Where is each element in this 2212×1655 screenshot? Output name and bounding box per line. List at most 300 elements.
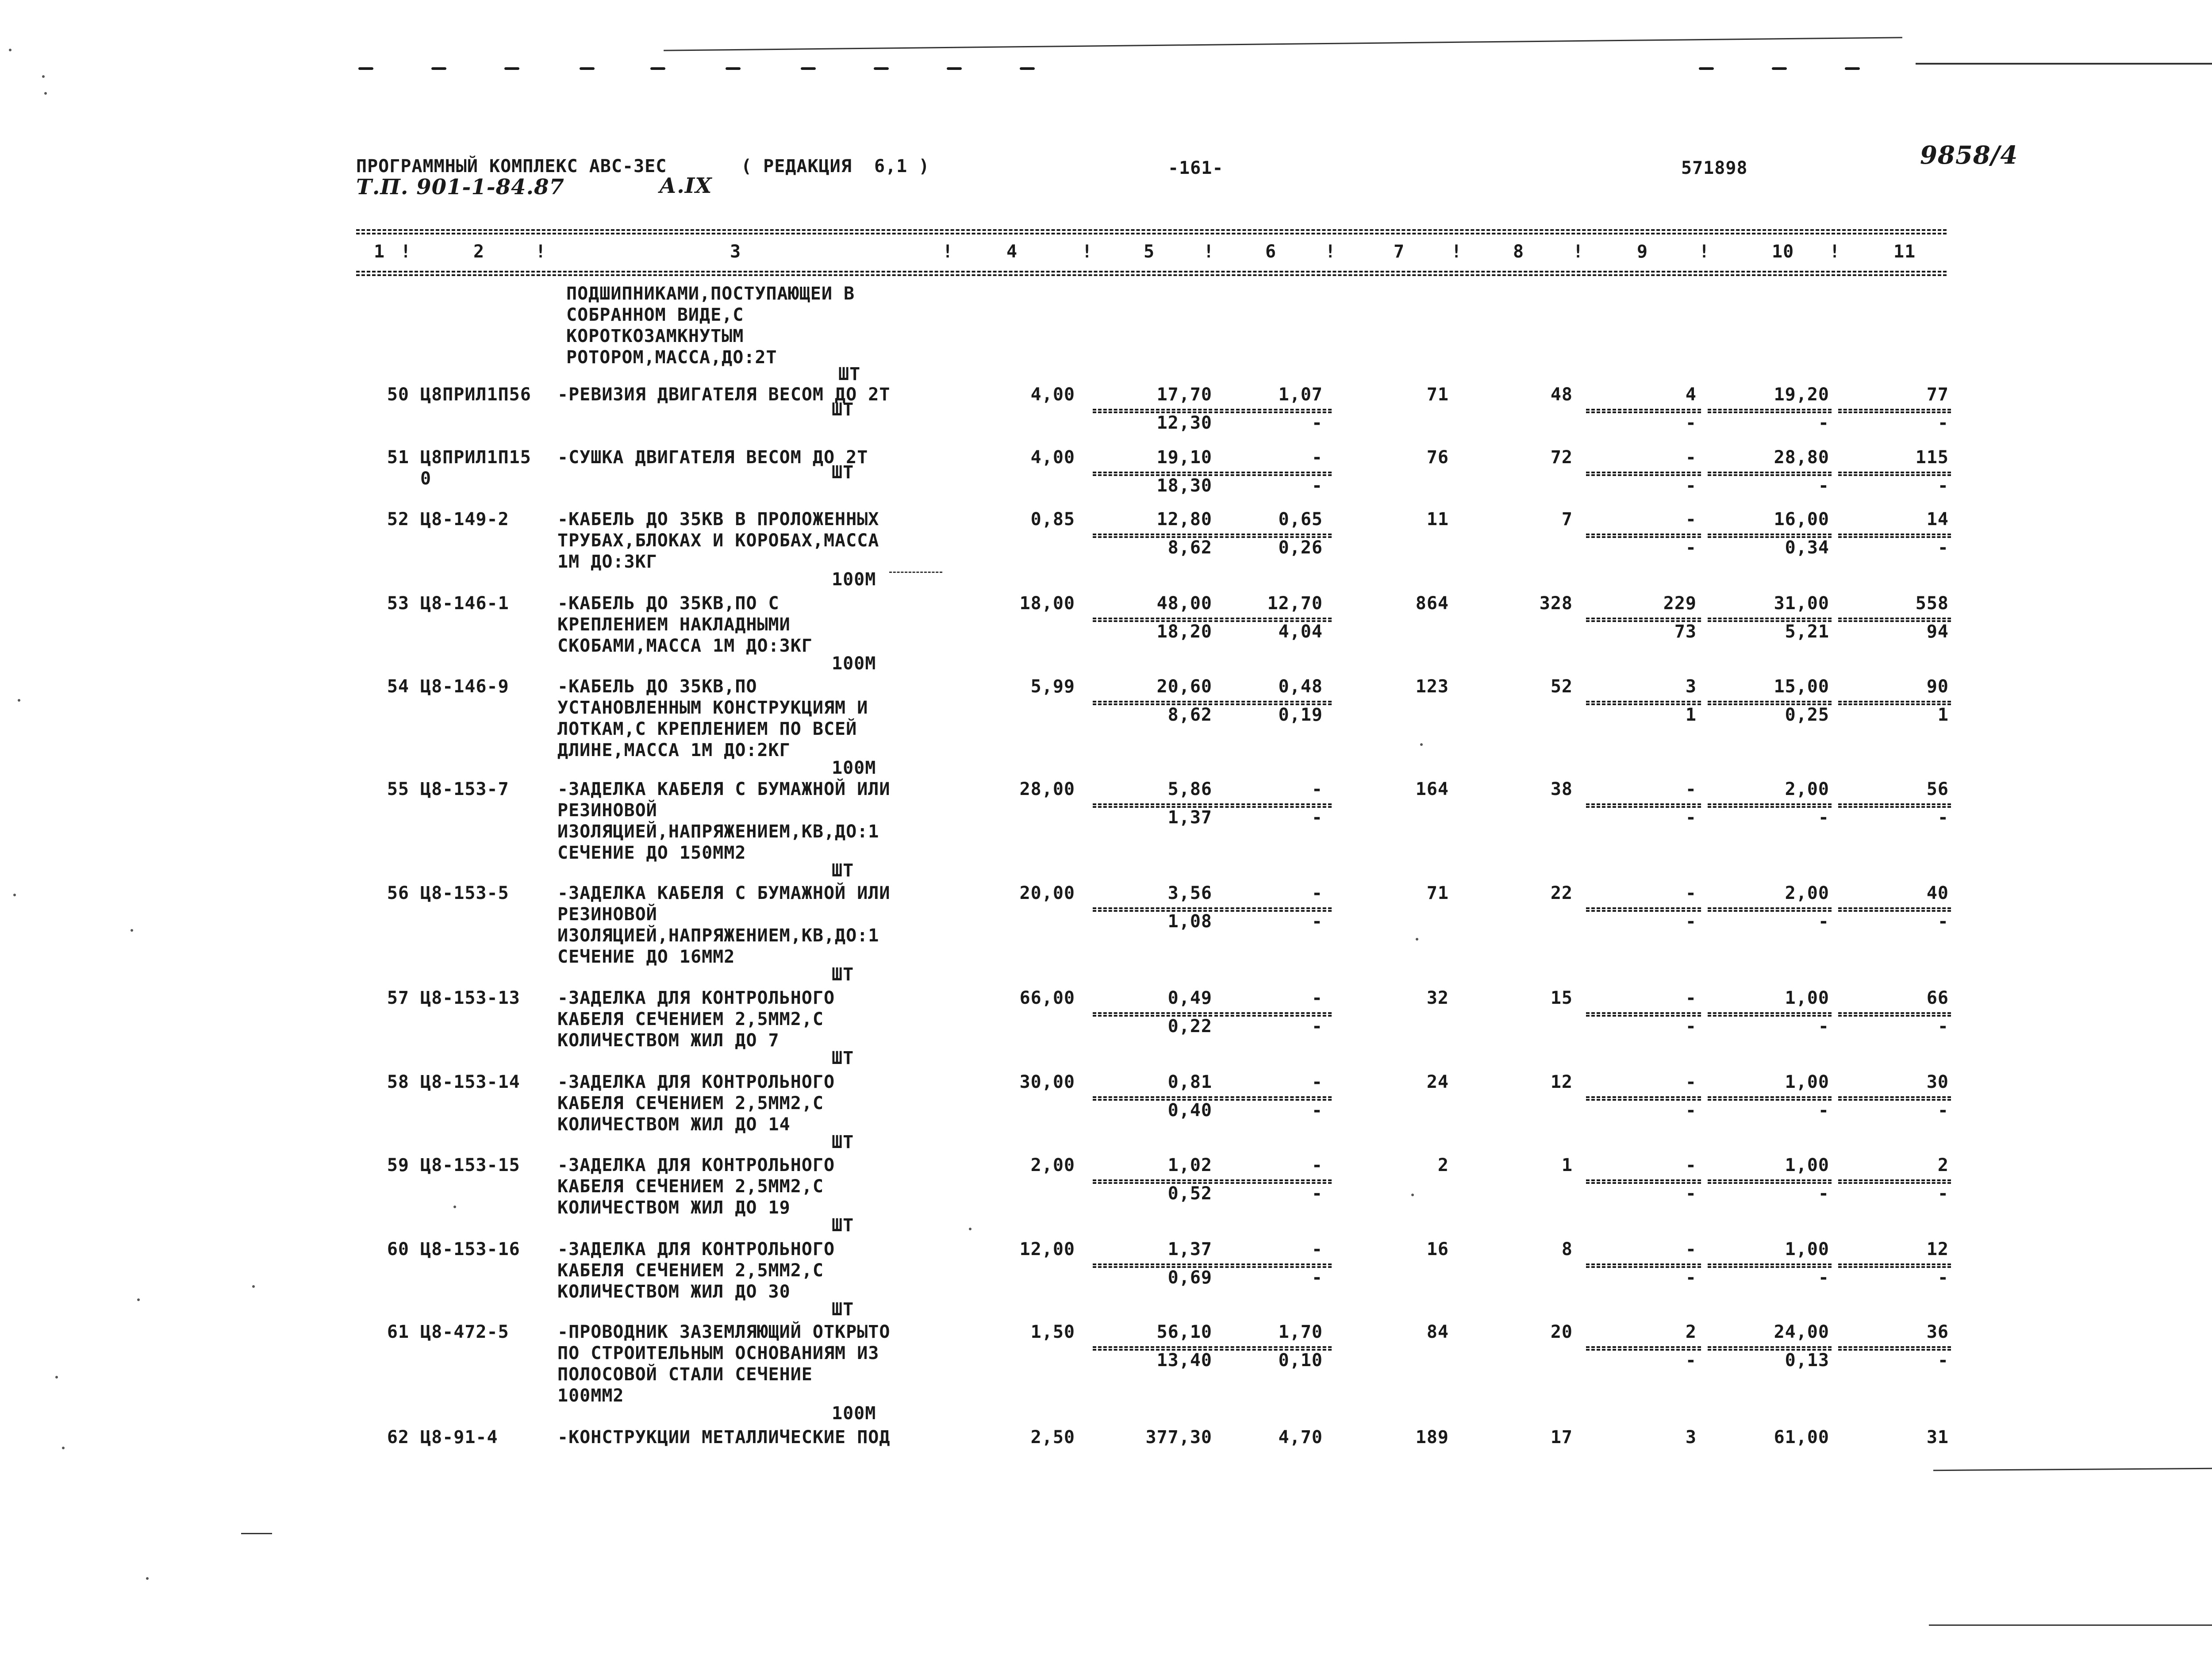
row-c10b: - bbox=[1818, 1100, 1829, 1121]
handwritten-album: А.IX bbox=[659, 173, 712, 198]
row-c6a: - bbox=[1311, 1072, 1323, 1092]
row-c10a: 31,00 bbox=[1774, 593, 1829, 614]
row-c11b: - bbox=[1937, 807, 1949, 828]
row-description-line: -КАБЕЛЬ ДО 35КВ,ПО bbox=[557, 676, 757, 697]
row-c7: 76 bbox=[1426, 447, 1449, 468]
row-code: Ц8-149-2 bbox=[420, 509, 509, 530]
row-fraction-line bbox=[1838, 806, 1951, 808]
row-c6a: 0,48 bbox=[1278, 676, 1323, 697]
row-c9b: - bbox=[1685, 476, 1697, 496]
row-fraction-line bbox=[1838, 701, 1951, 703]
row-c6b: 0,19 bbox=[1278, 705, 1323, 725]
row-fraction-line bbox=[1586, 806, 1701, 808]
row-c10b: 5,21 bbox=[1785, 622, 1829, 642]
row-c9b: - bbox=[1685, 538, 1697, 558]
row-c8: 48 bbox=[1550, 384, 1573, 405]
column-divider: ! bbox=[1573, 242, 1584, 262]
row-c8: 1 bbox=[1561, 1155, 1573, 1175]
row-c11a: 36 bbox=[1926, 1322, 1949, 1342]
row-fraction-line bbox=[1708, 910, 1832, 912]
row-c9b: - bbox=[1685, 1183, 1697, 1204]
row-c7: 11 bbox=[1426, 509, 1449, 530]
row-code: Ц8ПРИЛ1П56 bbox=[420, 384, 531, 405]
row-fraction-line bbox=[1838, 907, 1951, 909]
row-fraction-line bbox=[1838, 1096, 1951, 1098]
row-c11b: - bbox=[1937, 1350, 1949, 1371]
row-code: Ц8-153-5 bbox=[420, 883, 509, 903]
row-fraction-line bbox=[1838, 536, 1951, 538]
row-c11b: - bbox=[1937, 1267, 1949, 1288]
row-description-line: ПО СТРОИТЕЛЬНЫМ ОСНОВАНИЯМ ИЗ bbox=[557, 1343, 879, 1363]
scan-dash bbox=[726, 67, 741, 70]
row-c4: 12,00 bbox=[1019, 1239, 1075, 1259]
row-c6a: - bbox=[1311, 883, 1323, 903]
row-c6a: - bbox=[1311, 1155, 1323, 1175]
row-c10a: 2,00 bbox=[1785, 883, 1829, 903]
row-fraction-line bbox=[1708, 1346, 1832, 1348]
row-c7: 189 bbox=[1415, 1427, 1449, 1448]
row-c4: 30,00 bbox=[1019, 1072, 1075, 1092]
scan-speck bbox=[9, 49, 12, 51]
row-c10b: - bbox=[1818, 476, 1829, 496]
row-description-line: -ЗАДЕЛКА КАБЕЛЯ С БУМАЖНОЙ ИЛИ bbox=[557, 779, 891, 799]
row-c10b: 0,34 bbox=[1785, 538, 1829, 558]
row-description-line: ДЛИНЕ,МАССА 1М ДО:2КГ bbox=[557, 740, 791, 760]
row-fraction-line bbox=[1214, 1182, 1332, 1184]
row-number: 58 bbox=[387, 1072, 409, 1092]
row-fraction-line bbox=[1838, 1099, 1951, 1101]
row-description-line: КАБЕЛЯ СЕЧЕНИЕМ 2,5ММ2,С bbox=[557, 1009, 824, 1029]
row-description-line: 100ММ2 bbox=[557, 1386, 624, 1406]
row-fraction-line bbox=[1214, 1179, 1332, 1181]
row-c5a: 1,37 bbox=[1167, 1239, 1212, 1259]
scan-dash bbox=[650, 67, 665, 70]
row-fraction-line bbox=[1838, 1015, 1951, 1017]
row-c5b: 0,52 bbox=[1167, 1183, 1212, 1204]
row-unit: 100М bbox=[832, 758, 876, 778]
row-c10a: 2,00 bbox=[1785, 779, 1829, 799]
row-fraction-line bbox=[1093, 472, 1212, 473]
row-fraction-line bbox=[1586, 534, 1701, 535]
row-description-line: -ЗАДЕЛКА ДЛЯ КОНТРОЛЬНОГО bbox=[557, 1155, 835, 1175]
row-fraction-line bbox=[1093, 618, 1212, 619]
row-c6b: - bbox=[1311, 911, 1323, 932]
row-code: Ц8-146-9 bbox=[420, 676, 509, 697]
row-c9a: - bbox=[1685, 779, 1697, 799]
row-description-line: КОЛИЧЕСТВОМ ЖИЛ ДО 30 bbox=[557, 1282, 791, 1302]
row-c5b: 13,40 bbox=[1156, 1350, 1212, 1371]
row-unit: 100М bbox=[832, 653, 876, 674]
row-fraction-line bbox=[1708, 703, 1832, 705]
column-divider: ! bbox=[942, 242, 954, 262]
row-fraction-line bbox=[1586, 1349, 1701, 1351]
row-unit: ШТ bbox=[832, 860, 854, 881]
row-fraction-line bbox=[1093, 1263, 1212, 1265]
row-number: 54 bbox=[387, 676, 409, 697]
column-header-9: 9 bbox=[1637, 242, 1648, 262]
row-unit: ШТ bbox=[832, 1299, 854, 1320]
row-description-line: КОЛИЧЕСТВОМ ЖИЛ ДО 19 bbox=[557, 1198, 791, 1218]
row-fraction-line bbox=[1214, 703, 1332, 705]
row-fraction-line bbox=[1586, 1346, 1701, 1348]
row-c7: 84 bbox=[1426, 1322, 1449, 1342]
row-fraction-line bbox=[1838, 1266, 1951, 1268]
row-fraction-line bbox=[1708, 1263, 1832, 1265]
row-c9b: - bbox=[1685, 1100, 1697, 1121]
row-description-line: ИЗОЛЯЦИЕЙ,НАПРЯЖЕНИЕМ,КВ,ДО:1 bbox=[557, 822, 879, 842]
row-fraction-line bbox=[1093, 1096, 1212, 1098]
row-c7: 24 bbox=[1426, 1072, 1449, 1092]
row-fraction-line bbox=[1214, 806, 1332, 808]
row-fraction-line bbox=[1838, 534, 1951, 535]
row-c6a: - bbox=[1311, 447, 1323, 468]
program-label: ПРОГРАММНЫЙ КОМПЛЕКС АВС-3ЕС bbox=[356, 156, 667, 177]
row-c5a: 0,81 bbox=[1167, 1072, 1212, 1092]
row-c11a: 56 bbox=[1926, 779, 1949, 799]
row-c11a: 30 bbox=[1926, 1072, 1949, 1092]
row-c9a: - bbox=[1685, 1239, 1697, 1259]
row-c11a: 77 bbox=[1926, 384, 1949, 405]
column-divider: ! bbox=[400, 242, 412, 262]
row-c6b: - bbox=[1311, 413, 1323, 433]
row-c7: 123 bbox=[1415, 676, 1449, 697]
row-fraction-line bbox=[1093, 803, 1212, 805]
scan-speck bbox=[62, 1447, 65, 1449]
row-c9b: - bbox=[1685, 911, 1697, 932]
row-fraction-line bbox=[1838, 620, 1951, 622]
row-fraction-line bbox=[1708, 701, 1832, 703]
column-divider: ! bbox=[1082, 242, 1093, 262]
row-fraction-line bbox=[1708, 411, 1832, 413]
column-header-2: 2 bbox=[473, 242, 485, 262]
row-fraction-line bbox=[1708, 618, 1832, 619]
row-c9a: 229 bbox=[1663, 593, 1697, 614]
row-c11a: 66 bbox=[1926, 988, 1949, 1008]
row-c6b: 0,26 bbox=[1278, 538, 1323, 558]
row-c10b: - bbox=[1818, 413, 1829, 433]
row-c11a: 558 bbox=[1915, 593, 1949, 614]
row-fraction-line bbox=[1708, 1015, 1832, 1017]
row-description-line: ЛОТКАМ,С КРЕПЛЕНИЕМ ПО ВСЕЙ bbox=[557, 719, 857, 739]
scan-speck bbox=[42, 75, 45, 78]
row-description-line: СЕЧЕНИЕ ДО 150ММ2 bbox=[557, 843, 746, 863]
row-fraction-line bbox=[1586, 1179, 1701, 1181]
row-fraction-line bbox=[1586, 409, 1701, 411]
row-c4: 18,00 bbox=[1019, 593, 1075, 614]
row-c6b: - bbox=[1311, 1183, 1323, 1204]
row-fraction-line bbox=[1214, 1015, 1332, 1017]
row-c10b: - bbox=[1818, 1183, 1829, 1204]
row-c5b: 8,62 bbox=[1167, 705, 1212, 725]
scan-dash bbox=[580, 67, 595, 70]
row-c9b: 1 bbox=[1685, 705, 1697, 725]
row-c6b: 0,10 bbox=[1278, 1350, 1323, 1371]
row-c6b: - bbox=[1311, 1100, 1323, 1121]
row-description-line: УСТАНОВЛЕННЫМ КОНСТРУКЦИЯМ И bbox=[557, 698, 868, 718]
row-fraction-line bbox=[1214, 803, 1332, 805]
scan-speck bbox=[1411, 1194, 1414, 1196]
row-c5b: 1,08 bbox=[1167, 911, 1212, 932]
scan-speck bbox=[44, 92, 47, 95]
row-c10a: 1,00 bbox=[1785, 1239, 1829, 1259]
row-c10a: 24,00 bbox=[1774, 1322, 1829, 1342]
row-c5b: 8,62 bbox=[1167, 538, 1212, 558]
row-c9b: - bbox=[1685, 1016, 1697, 1037]
row-c10a: 1,00 bbox=[1785, 1155, 1829, 1175]
row-fraction-line bbox=[1214, 620, 1332, 622]
scan-line bbox=[1933, 1468, 2212, 1471]
row-c7: 16 bbox=[1426, 1239, 1449, 1259]
row-fraction-line bbox=[1586, 472, 1701, 473]
row-fraction-line bbox=[1708, 409, 1832, 411]
row-c5a: 20,60 bbox=[1156, 676, 1212, 697]
scan-speck bbox=[1420, 743, 1423, 746]
row-description-line: СКОБАМИ,МАССА 1М ДО:3КГ bbox=[557, 636, 813, 656]
row-description-line: -КАБЕЛЬ ДО 35КВ В ПРОЛОЖЕННЫХ bbox=[557, 509, 879, 530]
row-fraction-line bbox=[1838, 1346, 1951, 1348]
column-header-4: 4 bbox=[1006, 242, 1018, 262]
row-fraction-line bbox=[1586, 474, 1701, 476]
row-description-line: РЕЗИНОВОЙ bbox=[557, 800, 657, 821]
scan-dash bbox=[1845, 67, 1860, 70]
row-number: 57 bbox=[387, 988, 409, 1008]
row-fraction-line bbox=[1838, 803, 1951, 805]
row-fraction-line bbox=[1214, 411, 1332, 413]
row-fraction-line bbox=[1586, 618, 1701, 619]
row-code: Ц8-153-7 bbox=[420, 779, 509, 799]
row-fraction-line bbox=[1093, 409, 1212, 411]
row-fraction-line bbox=[1838, 1263, 1951, 1265]
handwritten-project-ref: Т.П. 901-1-84.87 bbox=[356, 175, 565, 200]
row-fraction-line bbox=[1214, 472, 1332, 473]
row-c8: 8 bbox=[1561, 1239, 1573, 1259]
row-code: Ц8-146-1 bbox=[420, 593, 509, 614]
row-c10b: - bbox=[1818, 807, 1829, 828]
row-fraction-line bbox=[1708, 907, 1832, 909]
row-c5a: 3,56 bbox=[1167, 883, 1212, 903]
row-c8: 72 bbox=[1550, 447, 1573, 468]
row-fraction-line bbox=[1586, 907, 1701, 909]
row-c9a: - bbox=[1685, 1072, 1697, 1092]
row-c11b: - bbox=[1937, 911, 1949, 932]
row-fraction-line bbox=[1586, 1266, 1701, 1268]
row-c5a: 56,10 bbox=[1156, 1322, 1212, 1342]
row-c11b: 94 bbox=[1926, 622, 1949, 642]
row-code: Ц8-153-14 bbox=[420, 1072, 520, 1092]
row-c5a: 17,70 bbox=[1156, 384, 1212, 405]
row-description-line: КАБЕЛЯ СЕЧЕНИЕМ 2,5ММ2,С bbox=[557, 1260, 824, 1281]
row-fraction-line bbox=[1838, 474, 1951, 476]
column-header-11: 11 bbox=[1893, 242, 1916, 262]
row-description-line: КОЛИЧЕСТВОМ ЖИЛ ДО 7 bbox=[557, 1030, 780, 1051]
row-fraction-line bbox=[1214, 1012, 1332, 1014]
row-unit: ШТ bbox=[832, 1132, 854, 1152]
row-fraction-line bbox=[1838, 1182, 1951, 1184]
row-description-line: КОЛИЧЕСТВОМ ЖИЛ ДО 14 bbox=[557, 1114, 791, 1135]
row-code: Ц8ПРИЛ1П15 bbox=[420, 447, 531, 468]
scan-speck bbox=[55, 1376, 58, 1379]
row-fraction-line bbox=[1214, 1096, 1332, 1098]
row-c8: 38 bbox=[1550, 779, 1573, 799]
row-fraction-line bbox=[1586, 803, 1701, 805]
row-unit: ШТ bbox=[832, 964, 854, 985]
scan-dash bbox=[874, 67, 889, 70]
row-c11a: 40 bbox=[1926, 883, 1949, 903]
row-c8: 52 bbox=[1550, 676, 1573, 697]
row-fraction-line bbox=[1586, 1182, 1701, 1184]
row-fraction-line bbox=[1586, 1015, 1701, 1017]
scan-speck bbox=[137, 1298, 140, 1301]
scan-dash bbox=[504, 67, 519, 70]
row-fraction-line bbox=[1093, 701, 1212, 703]
row-c9a: - bbox=[1685, 447, 1697, 468]
row-unit: 100М bbox=[832, 569, 876, 590]
row-c10a: 16,00 bbox=[1774, 509, 1829, 530]
row-fraction-line bbox=[1586, 411, 1701, 413]
header-rule-bottom bbox=[356, 271, 1947, 273]
row-code: Ц8-472-5 bbox=[420, 1322, 509, 1342]
row-c10a: 19,20 bbox=[1774, 384, 1829, 405]
row-c4: 20,00 bbox=[1019, 883, 1075, 903]
header-rule-top-2 bbox=[356, 233, 1947, 234]
row-fraction-line bbox=[1708, 474, 1832, 476]
scan-dash bbox=[358, 67, 373, 70]
row-c6b: - bbox=[1311, 1267, 1323, 1288]
row-c8: 7 bbox=[1561, 509, 1573, 530]
row-c11a: 115 bbox=[1915, 447, 1949, 468]
row-fraction-line bbox=[1838, 703, 1951, 705]
continuation-line: РОТОРОМ,МАССА,ДО:2Т bbox=[566, 347, 777, 368]
row-c10b: - bbox=[1818, 1016, 1829, 1037]
row-description-line: СЕЧЕНИЕ ДО 16ММ2 bbox=[557, 947, 735, 967]
row-fraction-line bbox=[1214, 536, 1332, 538]
row-c10a: 61,00 bbox=[1774, 1427, 1829, 1448]
row-fraction-line bbox=[1586, 703, 1701, 705]
row-description-line: -ЗАДЕЛКА КАБЕЛЯ С БУМАЖНОЙ ИЛИ bbox=[557, 883, 891, 903]
row-c5a: 377,30 bbox=[1145, 1427, 1212, 1448]
row-c8: 328 bbox=[1539, 593, 1573, 614]
column-divider: ! bbox=[535, 242, 547, 262]
row-description-line: ПОЛОСОВОЙ СТАЛИ СЕЧЕНИЕ bbox=[557, 1364, 813, 1385]
row-c11a: 2 bbox=[1937, 1155, 1949, 1175]
row-c11a: 90 bbox=[1926, 676, 1949, 697]
row-c9a: - bbox=[1685, 883, 1697, 903]
row-c11b: 1 bbox=[1937, 705, 1949, 725]
row-fraction-line bbox=[1708, 534, 1832, 535]
row-c4: 0,85 bbox=[1030, 509, 1075, 530]
row-c6a: 1,70 bbox=[1278, 1322, 1323, 1342]
row-fraction-line bbox=[1214, 534, 1332, 535]
row-c9a: - bbox=[1685, 509, 1697, 530]
row-fraction-line bbox=[1708, 1182, 1832, 1184]
row-c9a: - bbox=[1685, 988, 1697, 1008]
header-rule-bottom-2 bbox=[356, 274, 1947, 276]
row-c10b: - bbox=[1818, 911, 1829, 932]
row-c6b: - bbox=[1311, 1016, 1323, 1037]
scan-line bbox=[889, 572, 942, 573]
row-number: 50 bbox=[387, 384, 409, 405]
row-fraction-line bbox=[1708, 1096, 1832, 1098]
row-fraction-line bbox=[1838, 1349, 1951, 1351]
row-c7: 71 bbox=[1426, 384, 1449, 405]
row-fraction-line bbox=[1093, 534, 1212, 535]
row-number: 52 bbox=[387, 509, 409, 530]
row-fraction-line bbox=[1708, 803, 1832, 805]
row-c5b: 18,30 bbox=[1156, 476, 1212, 496]
handwritten-sheet-number: 9858/4 bbox=[1920, 141, 2018, 170]
scan-speck bbox=[146, 1577, 149, 1580]
row-c9a: - bbox=[1685, 1155, 1697, 1175]
row-fraction-line bbox=[1214, 910, 1332, 912]
edition-label: ( РЕДАКЦИЯ 6,1 ) bbox=[741, 156, 930, 177]
header-rule-top bbox=[356, 229, 1947, 231]
row-fraction-line bbox=[1214, 701, 1332, 703]
row-c8: 15 bbox=[1550, 988, 1573, 1008]
row-number: 51 bbox=[387, 447, 409, 468]
row-description-line: КАБЕЛЯ СЕЧЕНИЕМ 2,5ММ2,С bbox=[557, 1176, 824, 1197]
scan-dash bbox=[1020, 67, 1035, 70]
row-fraction-line bbox=[1214, 474, 1332, 476]
page-number: -161- bbox=[1168, 158, 1224, 178]
row-c5b: 0,22 bbox=[1167, 1016, 1212, 1037]
row-number: 61 bbox=[387, 1322, 409, 1342]
row-c11b: - bbox=[1937, 538, 1949, 558]
row-fraction-line bbox=[1708, 1012, 1832, 1014]
row-code-suffix: 0 bbox=[420, 468, 432, 489]
row-fraction-line bbox=[1708, 1099, 1832, 1101]
row-code: Ц8-153-13 bbox=[420, 988, 520, 1008]
row-c5a: 0,49 bbox=[1167, 988, 1212, 1008]
column-header-10: 10 bbox=[1772, 242, 1794, 262]
column-divider: ! bbox=[1325, 242, 1336, 262]
row-c11a: 12 bbox=[1926, 1239, 1949, 1259]
row-fraction-line bbox=[1586, 620, 1701, 622]
row-fraction-line bbox=[1214, 618, 1332, 619]
row-c6a: - bbox=[1311, 988, 1323, 1008]
row-c11b: - bbox=[1937, 1016, 1949, 1037]
row-c6b: 4,04 bbox=[1278, 622, 1323, 642]
row-c5a: 19,10 bbox=[1156, 447, 1212, 468]
row-c10a: 15,00 bbox=[1774, 676, 1829, 697]
row-c8: 12 bbox=[1550, 1072, 1573, 1092]
row-c10a: 1,00 bbox=[1785, 988, 1829, 1008]
row-number: 53 bbox=[387, 593, 409, 614]
column-header-6: 6 bbox=[1265, 242, 1277, 262]
row-code: Ц8-153-15 bbox=[420, 1155, 520, 1175]
column-header-7: 7 bbox=[1394, 242, 1405, 262]
scan-line bbox=[1929, 1624, 2212, 1626]
row-c9a: 4 bbox=[1685, 384, 1697, 405]
row-description-line: -СУШКА ДВИГАТЕЛЯ ВЕСОМ ДО 2Т bbox=[557, 447, 868, 468]
row-number: 59 bbox=[387, 1155, 409, 1175]
row-description-line: -КОНСТРУКЦИИ МЕТАЛЛИЧЕСКИЕ ПОД bbox=[557, 1427, 891, 1448]
scan-speck bbox=[13, 894, 16, 896]
row-description-line: -ЗАДЕЛКА ДЛЯ КОНТРОЛЬНОГО bbox=[557, 1239, 835, 1259]
row-fraction-line bbox=[1214, 1099, 1332, 1101]
row-fraction-line bbox=[1214, 907, 1332, 909]
row-c8: 20 bbox=[1550, 1322, 1573, 1342]
row-fraction-line bbox=[1708, 536, 1832, 538]
scan-dash bbox=[1699, 67, 1714, 70]
row-description-line: РЕЗИНОВОЙ bbox=[557, 904, 657, 925]
row-fraction-line bbox=[1214, 1349, 1332, 1351]
row-fraction-line bbox=[1586, 910, 1701, 912]
row-fraction-line bbox=[1586, 1099, 1701, 1101]
row-number: 60 bbox=[387, 1239, 409, 1259]
row-c4: 5,99 bbox=[1030, 676, 1075, 697]
row-fraction-line bbox=[1838, 1179, 1951, 1181]
row-description-line: -ПРОВОДНИК ЗАЗЕМЛЯЮЩИЙ ОТКРЫТО bbox=[557, 1322, 891, 1342]
